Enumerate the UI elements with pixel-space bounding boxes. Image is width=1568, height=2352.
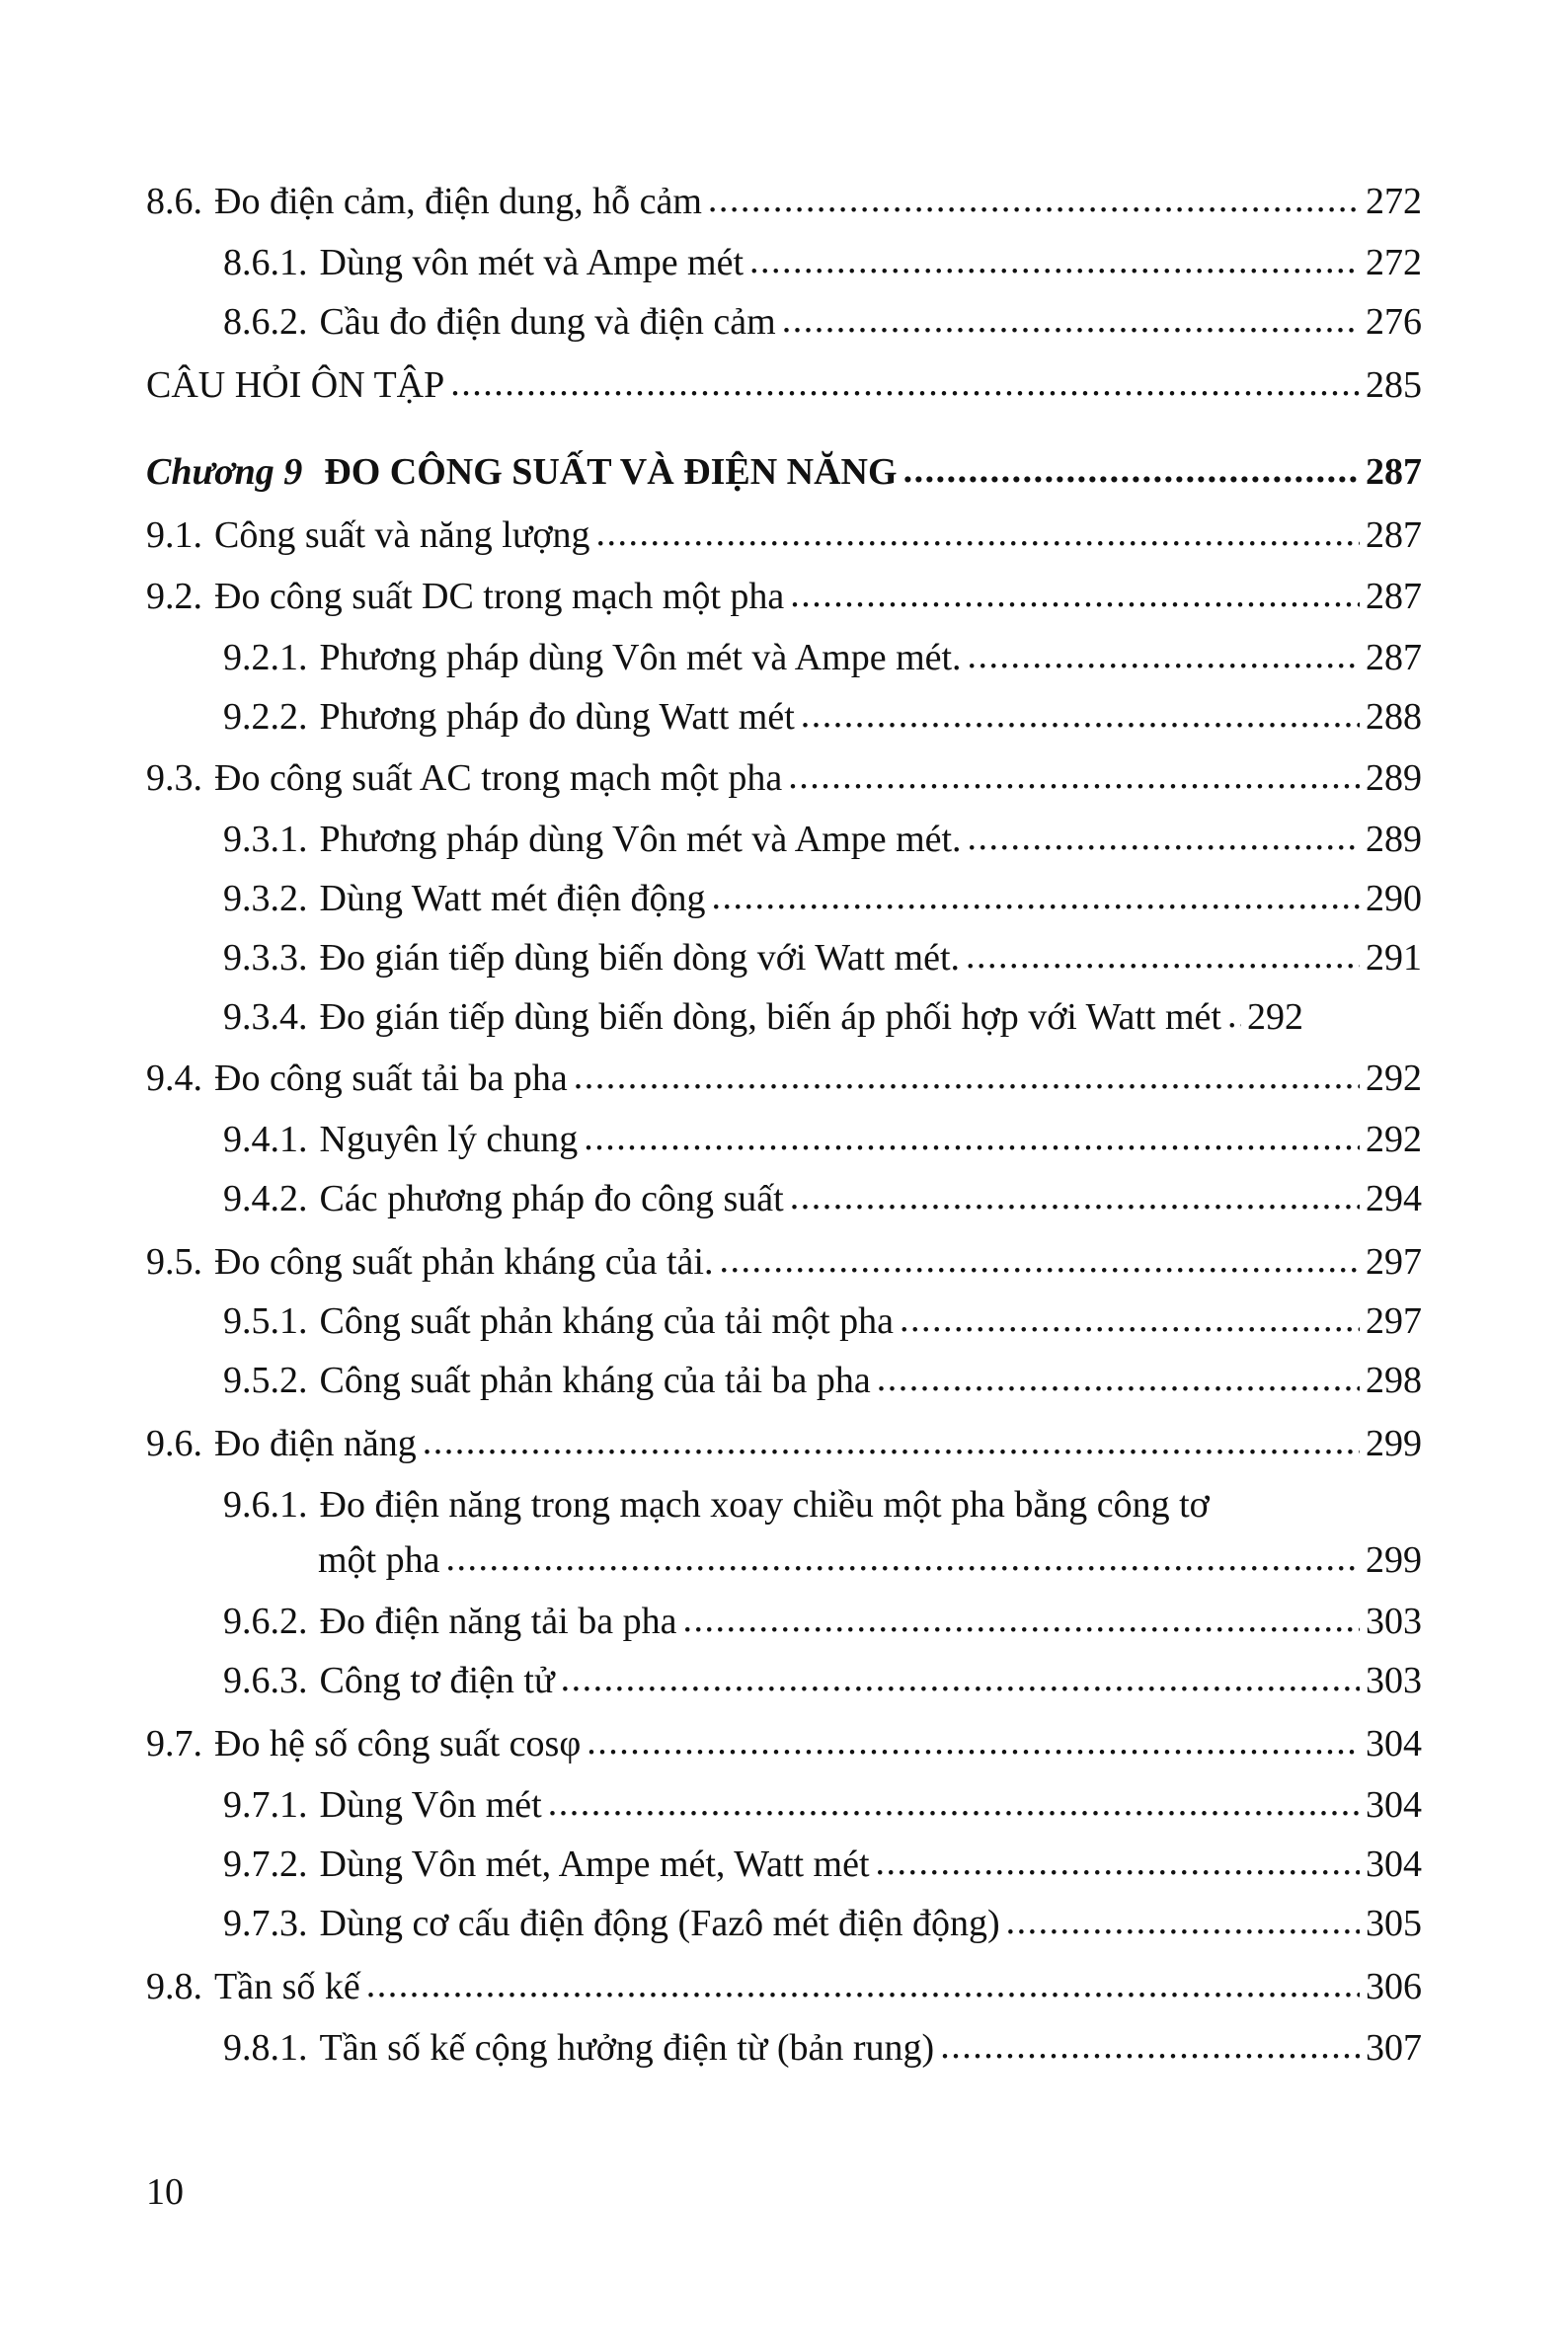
toc-entry <box>146 1234 1422 1290</box>
toc-entry-title: Công suất phản kháng của tải một pha <box>319 1300 894 1342</box>
toc-entry <box>223 235 1422 290</box>
toc-entry <box>223 1171 1422 1226</box>
toc-entry <box>146 750 1422 806</box>
toc-entry-page: 303 <box>1366 1601 1422 1642</box>
toc-entry-number: 9.2.1. <box>223 637 308 678</box>
toc-entry <box>146 1051 1422 1106</box>
dot-leader <box>584 1110 1360 1165</box>
dot-leader <box>445 1530 1360 1586</box>
toc-entry-number: 9.3.4. <box>223 996 308 1038</box>
toc-entry-title: Công tơ điện tử <box>319 1660 555 1701</box>
dot-leader <box>682 1592 1360 1647</box>
toc-entry-title: Các phương pháp đo công suất <box>319 1178 784 1219</box>
toc-entry-number: 9.8.1. <box>223 2027 308 2069</box>
toc-entry-number: 9.7.3. <box>223 1903 308 1944</box>
toc-entry-page: 289 <box>1366 819 1422 860</box>
toc-entry-title: Đo gián tiếp dùng biến dòng với Watt mét. <box>319 937 961 979</box>
dot-leader <box>587 1714 1360 1769</box>
toc-entry-number: 9.2.2. <box>223 696 308 738</box>
toc-entry-page: 299 <box>1366 1423 1422 1464</box>
toc-entry-number: 9.5.2. <box>223 1360 308 1401</box>
toc-entry-number: 9.1. <box>146 514 202 556</box>
toc-entry-number: 9.3.1. <box>223 819 308 860</box>
dot-leader <box>900 1292 1360 1347</box>
toc-entry-number: 9.6. <box>146 1423 202 1464</box>
toc-entry-page: 289 <box>1366 757 1422 799</box>
toc-entry-line <box>223 1532 1422 1588</box>
toc-entry <box>223 2020 1422 2076</box>
toc-entry-title: Đo hệ số công suất cosφ <box>214 1723 582 1764</box>
toc-entry-number: 9.7. <box>146 1723 202 1764</box>
toc-entry-number: 9.8. <box>146 1966 202 2007</box>
toc-entry-page: 291 <box>1366 937 1422 979</box>
toc-entry-number: 9.4. <box>146 1058 202 1099</box>
toc-entry <box>223 294 1422 350</box>
toc-entry-page: 303 <box>1366 1660 1422 1701</box>
toc-entry <box>223 1653 1422 1708</box>
toc-entry <box>146 1716 1422 1771</box>
toc-entry-page: 298 <box>1366 1360 1422 1401</box>
toc-entry-page: 297 <box>1366 1300 1422 1342</box>
toc-entry <box>146 508 1422 563</box>
toc-entry <box>223 1112 1422 1167</box>
toc-entry-title: CÂU HỎI ÔN TẬP <box>146 364 445 406</box>
toc-entry-page: 294 <box>1366 1178 1422 1219</box>
toc-entry-page: 290 <box>1366 878 1422 919</box>
toc-entry-title: Công suất và năng lượng <box>214 514 590 556</box>
toc-entry-title: Nguyên lý chung <box>319 1119 579 1160</box>
toc-entry-number: 9.7.1. <box>223 1784 308 1826</box>
toc-entry-title: Đo công suất phản kháng của tải. <box>214 1241 714 1283</box>
dot-leader <box>366 1957 1360 2012</box>
chapter-title: ĐO CÔNG SUẤT VÀ ĐIỆN NĂNG <box>324 451 898 493</box>
toc-entry-title: Phương pháp đo dùng Watt mét <box>319 696 795 738</box>
toc-entry-title: Đo gián tiếp dùng biến dòng, biến áp phối hợp với Watt mét <box>319 996 1221 1038</box>
toc-entry-title: Dùng Vôn mét <box>319 1784 542 1826</box>
dot-leader <box>719 1232 1360 1288</box>
toc-entry <box>223 1594 1422 1649</box>
toc-entry-number: 9.6.2. <box>223 1601 308 1642</box>
toc-entry-page: 292 <box>1366 1058 1422 1099</box>
dot-leader <box>968 628 1360 683</box>
toc-entry-number: 9.6.1. <box>223 1484 308 1526</box>
toc-entry <box>223 930 1422 985</box>
dot-leader <box>876 1835 1360 1890</box>
toc-entry-title: Công suất phản kháng của tải ba pha <box>319 1360 871 1401</box>
toc-entry-title: Đo công suất DC trong mạch một pha <box>214 576 785 617</box>
toc-entry-title: Phương pháp dùng Vôn mét và Ampe mét. <box>319 819 962 860</box>
toc-entry <box>146 569 1422 624</box>
toc-entry-page: 287 <box>1366 514 1422 556</box>
dot-leader <box>1227 987 1241 1043</box>
toc-entry <box>223 630 1422 685</box>
toc-chapter-heading <box>146 444 1422 500</box>
toc-entry <box>223 1294 1422 1349</box>
toc-entry-page: 285 <box>1366 364 1422 406</box>
dot-leader <box>596 506 1360 561</box>
toc-entry-number: 9.5.1. <box>223 1300 308 1342</box>
chapter-label: Chương 9 <box>146 451 303 493</box>
dot-leader <box>1006 1894 1360 1949</box>
toc-entry-page: 297 <box>1366 1241 1422 1283</box>
dot-leader <box>790 567 1360 622</box>
toc-entry-page: 292 <box>1366 1119 1422 1160</box>
dot-leader <box>877 1351 1360 1406</box>
toc-entry-page: 306 <box>1366 1966 1422 2007</box>
toc-entry-title: Dùng cơ cấu điện động (Fazô mét điện động) <box>319 1903 1000 1944</box>
toc-entry <box>223 1896 1422 1951</box>
toc-entry-page: 292 <box>1246 996 1303 1038</box>
toc-entry-number: 9.3.3. <box>223 937 308 979</box>
toc-entry-page: 287 <box>1366 451 1422 493</box>
dot-leader <box>450 355 1360 411</box>
toc-entry-title: Đo điện cảm, điện dung, hỗ cảm <box>214 181 702 222</box>
toc-entry-number: 9.4.1. <box>223 1119 308 1160</box>
toc-entry-number: 9.4.2. <box>223 1178 308 1219</box>
toc-entry <box>223 812 1422 867</box>
toc-entry-number: 8.6.1. <box>223 242 308 283</box>
page-number: 10 <box>146 2171 184 2213</box>
dot-leader <box>801 687 1360 743</box>
toc-entry-number: 9.7.2. <box>223 1843 308 1885</box>
dot-leader <box>423 1414 1360 1469</box>
toc-entry-title: Đo công suất tải ba pha <box>214 1058 568 1099</box>
toc-entry-page: 304 <box>1366 1843 1422 1885</box>
toc-entry-title: Đo công suất AC trong mạch một pha <box>214 757 783 799</box>
toc-entry-title: Đo điện năng trong mạch xoay chiều một pha bằng công tơ <box>319 1484 1210 1526</box>
toc-entry <box>146 174 1422 229</box>
dot-leader <box>790 1169 1360 1224</box>
toc-entry-page: 287 <box>1366 576 1422 617</box>
dot-leader <box>782 292 1360 348</box>
dot-leader <box>574 1049 1360 1104</box>
toc-entry-page: 304 <box>1366 1784 1422 1826</box>
dot-leader <box>548 1775 1360 1831</box>
toc-entry-line <box>223 1477 1422 1532</box>
toc-entry-page: 287 <box>1366 637 1422 678</box>
toc-entry-title: Đo điện năng <box>214 1423 417 1464</box>
toc-entry-page: 276 <box>1366 301 1422 343</box>
dot-leader <box>966 928 1360 983</box>
toc-entry-number: 9.2. <box>146 576 202 617</box>
dot-leader <box>968 810 1360 865</box>
toc-entry <box>223 1477 1422 1588</box>
toc-entry-review-questions <box>146 357 1422 413</box>
toc-entry-page: 299 <box>1366 1539 1422 1581</box>
dot-leader <box>903 442 1360 498</box>
toc-entry-title-continued: một pha <box>318 1539 440 1581</box>
toc-entry-title: Tần số kế cộng hưởng điện từ (bản rung) <box>319 2027 935 2069</box>
toc-entry <box>223 989 1422 1045</box>
toc-entry-number: 9.6.3. <box>223 1660 308 1701</box>
toc-entry <box>146 1416 1422 1471</box>
toc-entry-title: Cầu đo điện dung và điện cảm <box>319 301 776 343</box>
toc-entry-number: 8.6.2. <box>223 301 308 343</box>
toc-entry-title: Dùng vôn mét và Ampe mét <box>319 242 745 283</box>
dot-leader <box>711 869 1360 924</box>
toc-entry-title: Dùng Vôn mét, Ampe mét, Watt mét <box>319 1843 870 1885</box>
toc-entry-page: 304 <box>1366 1723 1422 1764</box>
toc-entry-title: Đo điện năng tải ba pha <box>319 1601 677 1642</box>
toc-entry-page: 307 <box>1366 2027 1422 2069</box>
dot-leader <box>940 2018 1360 2074</box>
toc-entry <box>223 1353 1422 1408</box>
dot-leader <box>561 1651 1360 1706</box>
dot-leader <box>749 233 1360 288</box>
toc-entry-page: 288 <box>1366 696 1422 738</box>
toc-entry-title: Tần số kế <box>214 1966 360 2007</box>
dot-leader <box>788 748 1360 804</box>
toc-entry-number: 9.5. <box>146 1241 202 1283</box>
toc-entry <box>223 871 1422 926</box>
toc-entry <box>223 689 1422 745</box>
dot-leader <box>708 172 1360 227</box>
toc-entry-number: 9.3. <box>146 757 202 799</box>
toc-entry <box>223 1837 1422 1892</box>
toc-entry-page: 272 <box>1366 181 1422 222</box>
toc-entry-page: 305 <box>1366 1903 1422 1944</box>
toc-entry-title: Dùng Watt mét điện động <box>319 878 706 919</box>
toc-entry-number: 9.3.2. <box>223 878 308 919</box>
toc-entry <box>223 1777 1422 1833</box>
toc-entry-number: 8.6. <box>146 181 202 222</box>
toc-entry-title: Phương pháp dùng Vôn mét và Ampe mét. <box>319 637 962 678</box>
toc-entry <box>146 1959 1422 2014</box>
toc-entry-page: 272 <box>1366 242 1422 283</box>
